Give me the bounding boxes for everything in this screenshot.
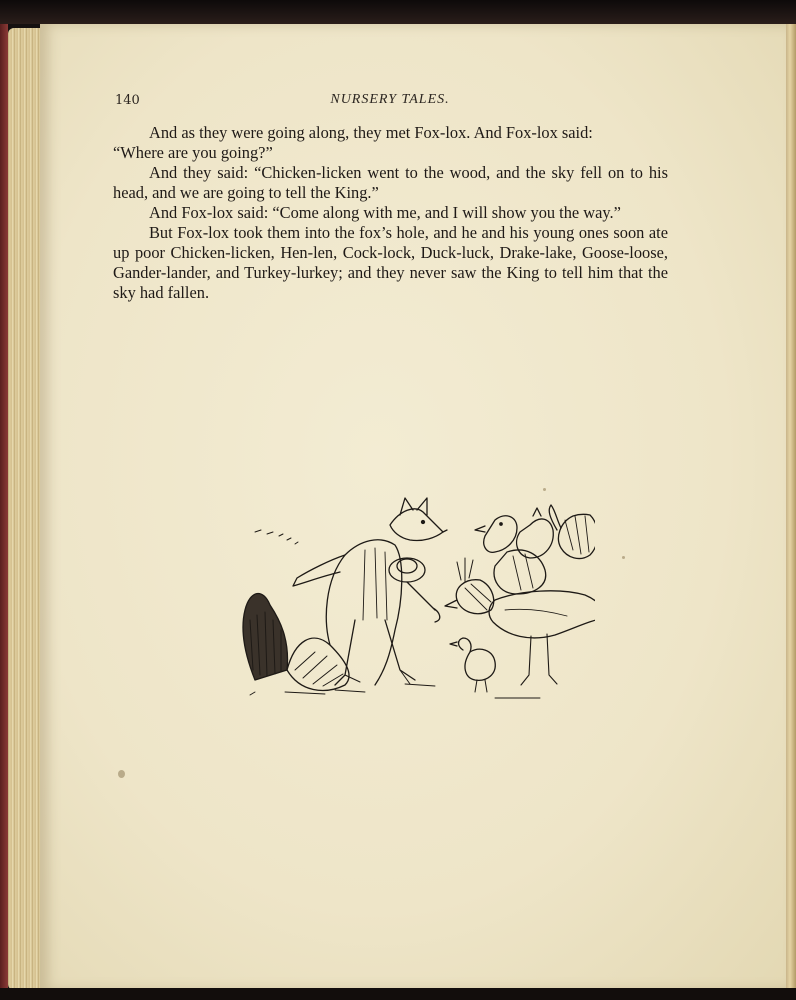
birds-group: [445, 505, 595, 698]
right-page-edge: [786, 24, 796, 994]
top-shadow: [0, 0, 796, 24]
paragraph-3: And they said: “Chicken-licken went to the wood, and the sky fell on to his head, and we are going to tell the King.”: [113, 163, 668, 202]
fox-and-birds-illustration: [195, 470, 595, 710]
fox-and-birds-drawing: [195, 470, 595, 710]
paragraph-4: And Fox-lox said: “Come along with me, and I will show you the way.”: [149, 203, 621, 222]
paper-speck: [118, 770, 125, 778]
paper-speck: [543, 488, 546, 491]
running-head: NURSERY TALES.: [330, 92, 450, 107]
paragraph-1: And as they were going along, they met Fox-lox. And Fox-lox said:: [149, 123, 593, 142]
fox-hole: [243, 594, 288, 680]
page-number: 140: [115, 93, 140, 108]
paragraph-2: “Where are you going?”: [113, 143, 273, 162]
book-cover-edge: [0, 24, 8, 1000]
bottom-shadow: [0, 988, 796, 1000]
fox-tail: [287, 638, 349, 690]
paper-speck: [622, 556, 625, 559]
fox-figure: [293, 498, 447, 685]
story-text: [113, 123, 668, 303]
paragraph-5: But Fox-lox took them into the fox’s hole, and he and his young ones soon ate up poor Chicken-licken, Hen-len, Cock-lock, Duck-luck, Drake-lake, Goose-loose, Gander-lander, and Turkey-lurkey; and they never saw the King to tell him that the sky had fallen.: [113, 223, 668, 302]
